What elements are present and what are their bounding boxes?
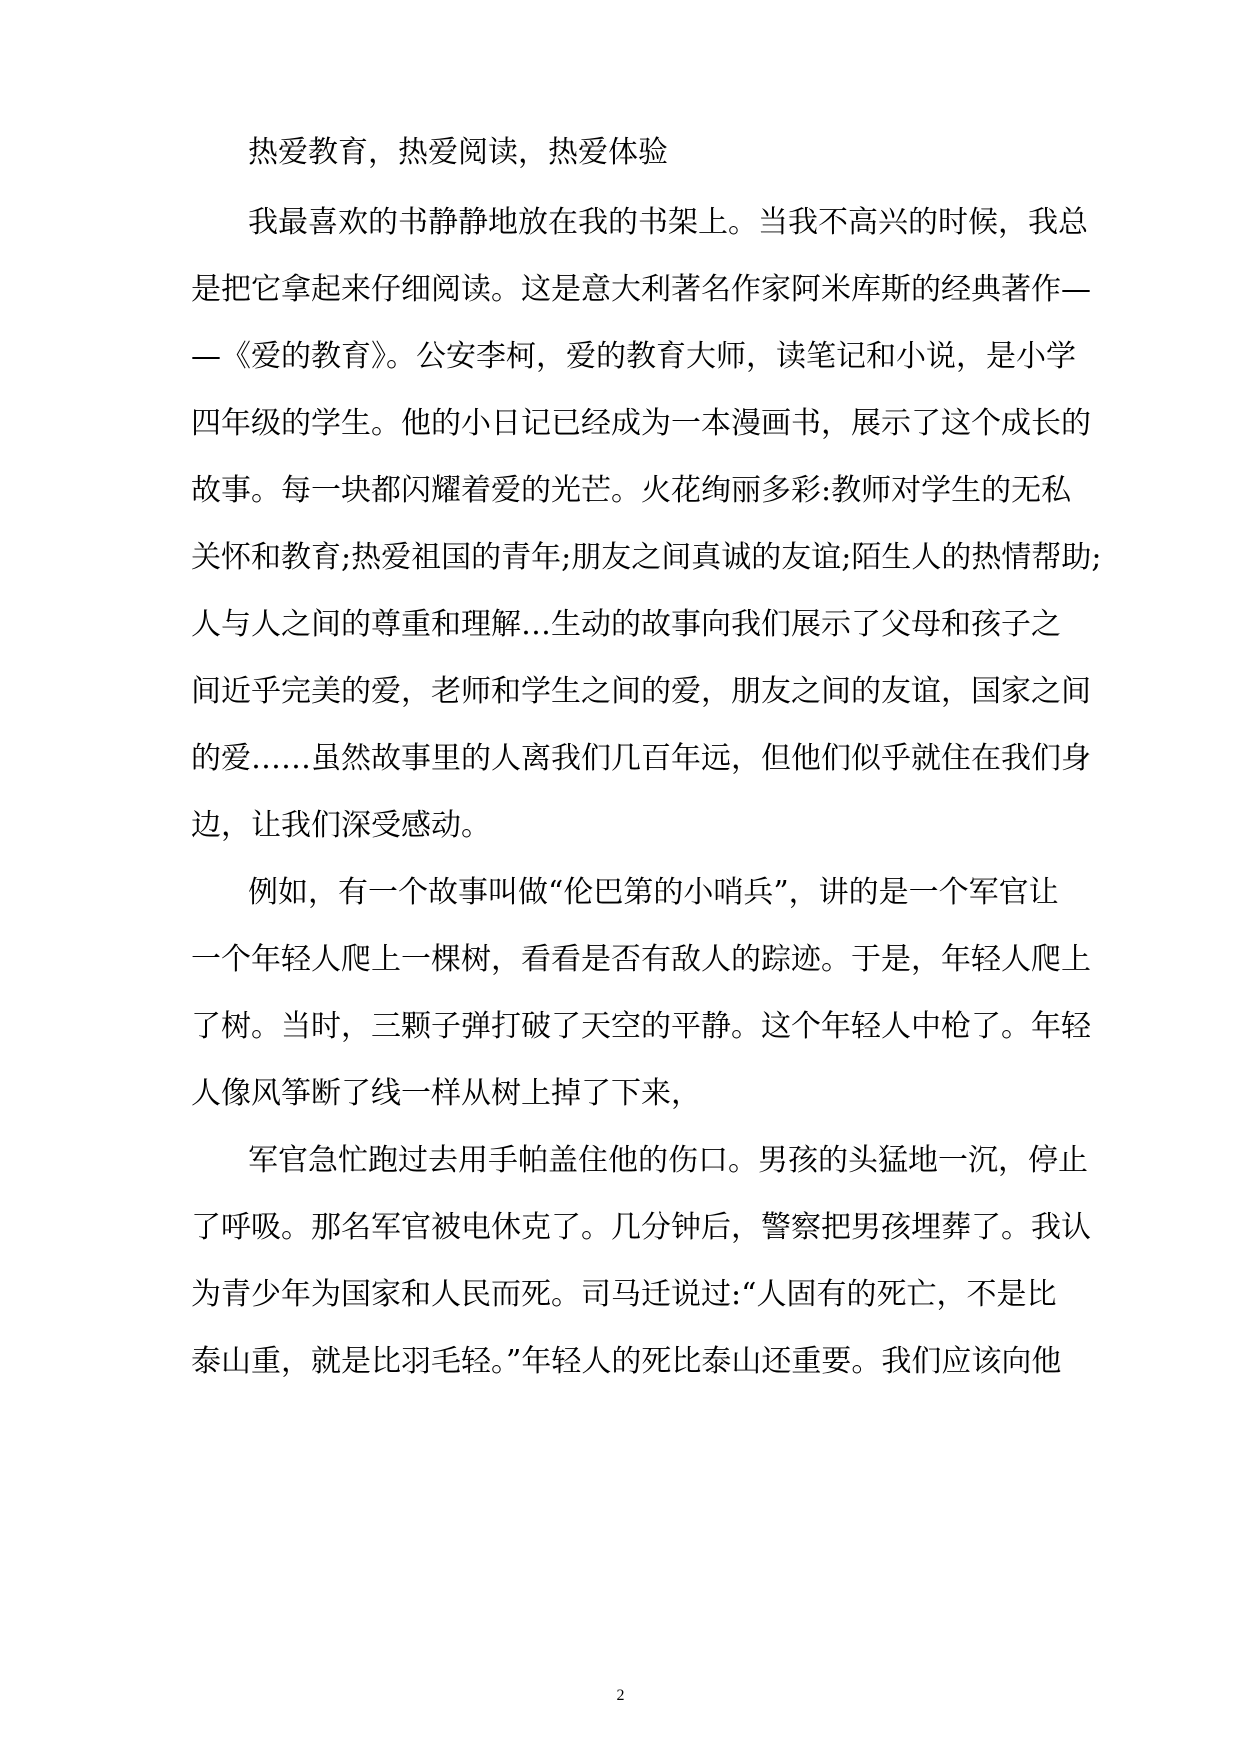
paragraph-1-line-6: 关怀和教育;热爱祖国的青年;朋友之间真诚的友谊;陌生人的热情帮助; bbox=[191, 540, 1102, 575]
paragraph-3-line-4: 泰山重，就是比羽毛轻。”年轻人的死比泰山还重要。我们应该向他 bbox=[191, 1344, 1062, 1379]
document-title: 热爱教育，热爱阅读，热爱体验 bbox=[248, 135, 668, 170]
paragraph-1-line-9: 的爱……虽然故事里的人离我们几百年远，但他们似乎就住在我们身 bbox=[191, 741, 1091, 776]
page-number: 2 bbox=[616, 1687, 625, 1704]
paragraph-3-line-3: 为青少年为国家和人民而死。司马迁说过:“人固有的死亡，不是比 bbox=[191, 1277, 1057, 1312]
paragraph-1-line-8: 间近乎完美的爱，老师和学生之间的爱，朋友之间的友谊，国家之间 bbox=[191, 674, 1091, 709]
paragraph-1-line-4: 四年级的学生。他的小日记已经成为一本漫画书，展示了这个成长的 bbox=[191, 406, 1091, 441]
paragraph-1-line-10: 边，让我们深受感动。 bbox=[191, 808, 491, 843]
paragraph-1-line-2: 是把它拿起来仔细阅读。这是意大利著名作家阿米库斯的经典著作— bbox=[191, 272, 1091, 307]
paragraph-1-line-3: —《爱的教育》。公安李柯，爱的教育大师，读笔记和小说，是小学 bbox=[191, 339, 1076, 374]
paragraph-3-line-1: 军官急忙跑过去用手帕盖住他的伤口。男孩的头猛地一沉，停止 bbox=[248, 1143, 1088, 1178]
paragraph-2-line-1: 例如，有一个故事叫做“伦巴第的小哨兵”，讲的是一个军官让 bbox=[248, 875, 1059, 910]
paragraph-3-line-2: 了呼吸。那名军官被电休克了。几分钟后，警察把男孩埋葬了。我认 bbox=[191, 1210, 1091, 1245]
paragraph-2-line-2: 一个年轻人爬上一棵树，看看是否有敌人的踪迹。于是，年轻人爬上 bbox=[191, 942, 1091, 977]
paragraph-1-line-5: 故事。每一块都闪耀着爱的光芒。火花绚丽多彩:教师对学生的无私 bbox=[191, 473, 1072, 508]
paragraph-2-line-4: 人像风筝断了线一样从树上掉了下来， bbox=[191, 1076, 701, 1111]
paragraph-1-line-7: 人与人之间的尊重和理解…生动的故事向我们展示了父母和孩子之 bbox=[191, 607, 1061, 642]
paragraph-1-line-1: 我最喜欢的书静静地放在我的书架上。当我不高兴的时候，我总 bbox=[248, 205, 1088, 240]
paragraph-2-line-3: 了树。当时，三颗子弹打破了天空的平静。这个年轻人中枪了。年轻 bbox=[191, 1009, 1091, 1044]
